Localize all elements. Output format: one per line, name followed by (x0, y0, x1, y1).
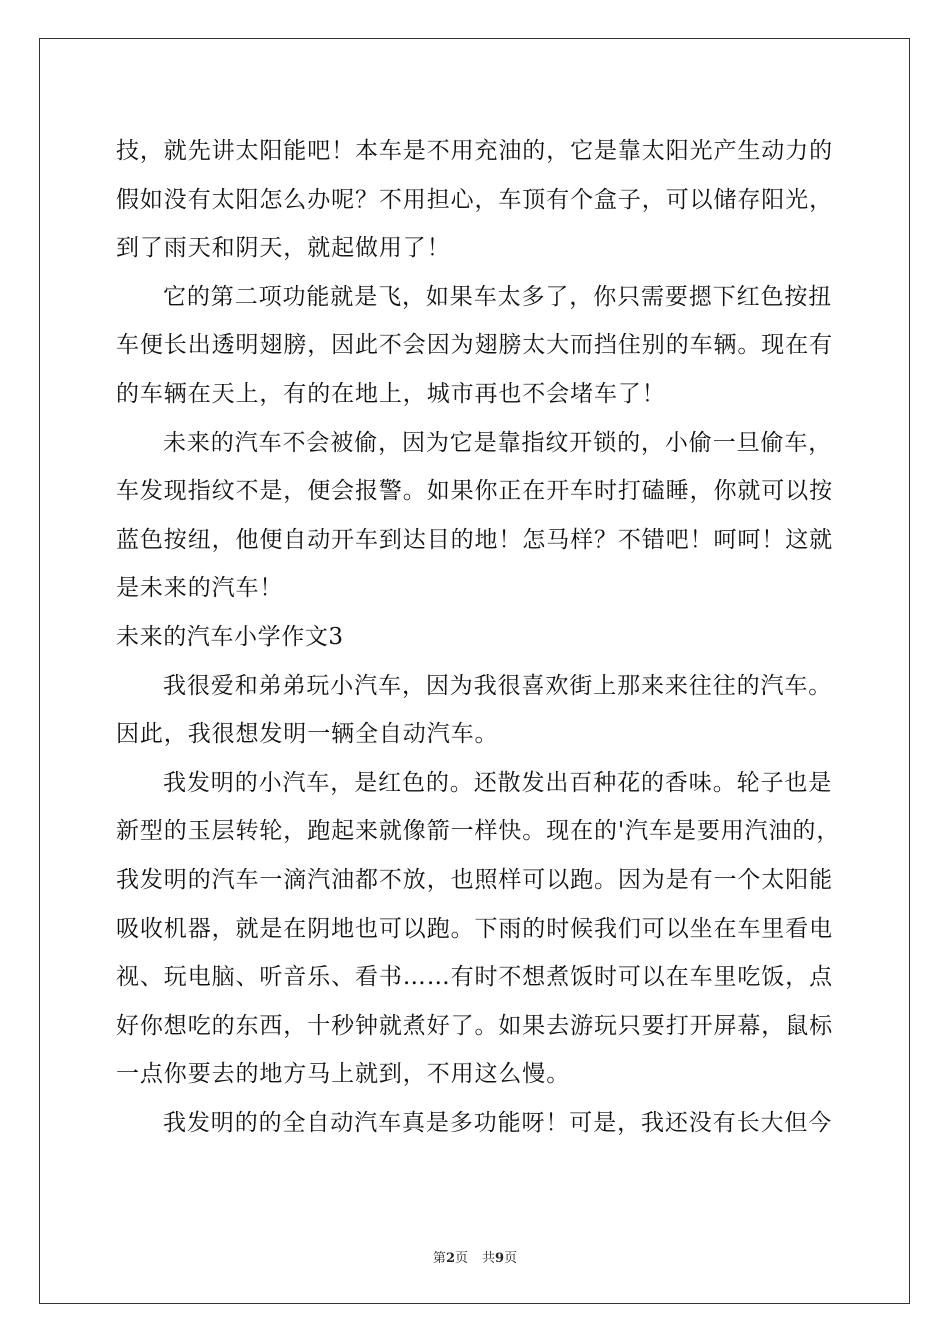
text-line: 是未来的汽车！ (116, 575, 284, 602)
paragraph-first-line: 它的第二项功能就是飞，如果车太多了，你只需要摁下红色按扭 (163, 283, 833, 310)
total-page-number: 9 (495, 1251, 505, 1266)
text-line: 的车辆在天上，有的在地上，城市再也不会堵车了！ (116, 380, 666, 407)
text-line: 技，就先讲太阳能吧！本车是不用充油的，它是靠太阳光产生动力的 (116, 138, 833, 164)
text-line: 吸收机器，就是在阴地也可以跑。下雨的时候我们可以坐在车里看电 (116, 915, 833, 942)
section-heading: 未来的汽车小学作文3 (116, 623, 344, 650)
current-page-number: 2 (445, 1251, 455, 1266)
text-line: 到了雨天和阴天，就起做用了！ (116, 235, 451, 262)
text-line: 新型的玉层转轮，跑起来就像箭一样快。现在的'汽车是要用汽油的， (116, 818, 841, 845)
total-prefix: 共 (482, 1251, 496, 1266)
text-line: 好你想吃的东西，十秒钟就煮好了。如果去游玩只要打开屏幕，鼠标 (116, 1012, 833, 1039)
page-suffix: 页 (454, 1251, 468, 1266)
paragraph-first-line: 我发明的的全自动汽车真是多功能呀！可是，我还没有长大但今 (163, 1109, 833, 1136)
paragraph-first-line: 我很爱和弟弟玩小汽车，因为我很喜欢街上那来来往往的汽车。 (163, 672, 833, 699)
paragraph-first-line: 未来的汽车不会被偷，因为它是靠指纹开锁的，小偷一旦偷车， (163, 429, 833, 456)
page-prefix: 第 (432, 1251, 446, 1266)
text-line: 假如没有太阳怎么办呢？不用担心，车顶有个盒子，可以储存阳光， (116, 186, 833, 213)
document-body (116, 127, 841, 1147)
text-line: 蓝色按纽，他便自动开车到达目的地！怎马样？不错吧！呵呵！这就 (116, 526, 833, 553)
total-suffix: 页 (504, 1251, 518, 1266)
text-line: 一点你要去的地方马上就到，不用这么慢。 (116, 1061, 571, 1088)
page-footer (0, 1247, 950, 1266)
text-line: 我发明的汽车一滴汽油都不放，也照样可以跑。因为是有一个太阳能 (116, 866, 833, 893)
text-line: 车便长出透明翅膀，因此不会因为翅膀太大而挡住别的车辆。现在有 (116, 332, 833, 359)
text-line: 因此，我很想发明一辆全自动汽车。 (116, 721, 499, 748)
paragraph-first-line: 我发明的小汽车，是红色的。还散发出百种花的香味。轮子也是 (163, 769, 833, 796)
text-line: 车发现指纹不是，便会报警。如果你正在开车时打磕睡，你就可以按 (116, 478, 833, 505)
text-line: 视、玩电脑、听音乐、看书……有时不想煮饭时可以在车里吃饭，点 (116, 964, 833, 991)
